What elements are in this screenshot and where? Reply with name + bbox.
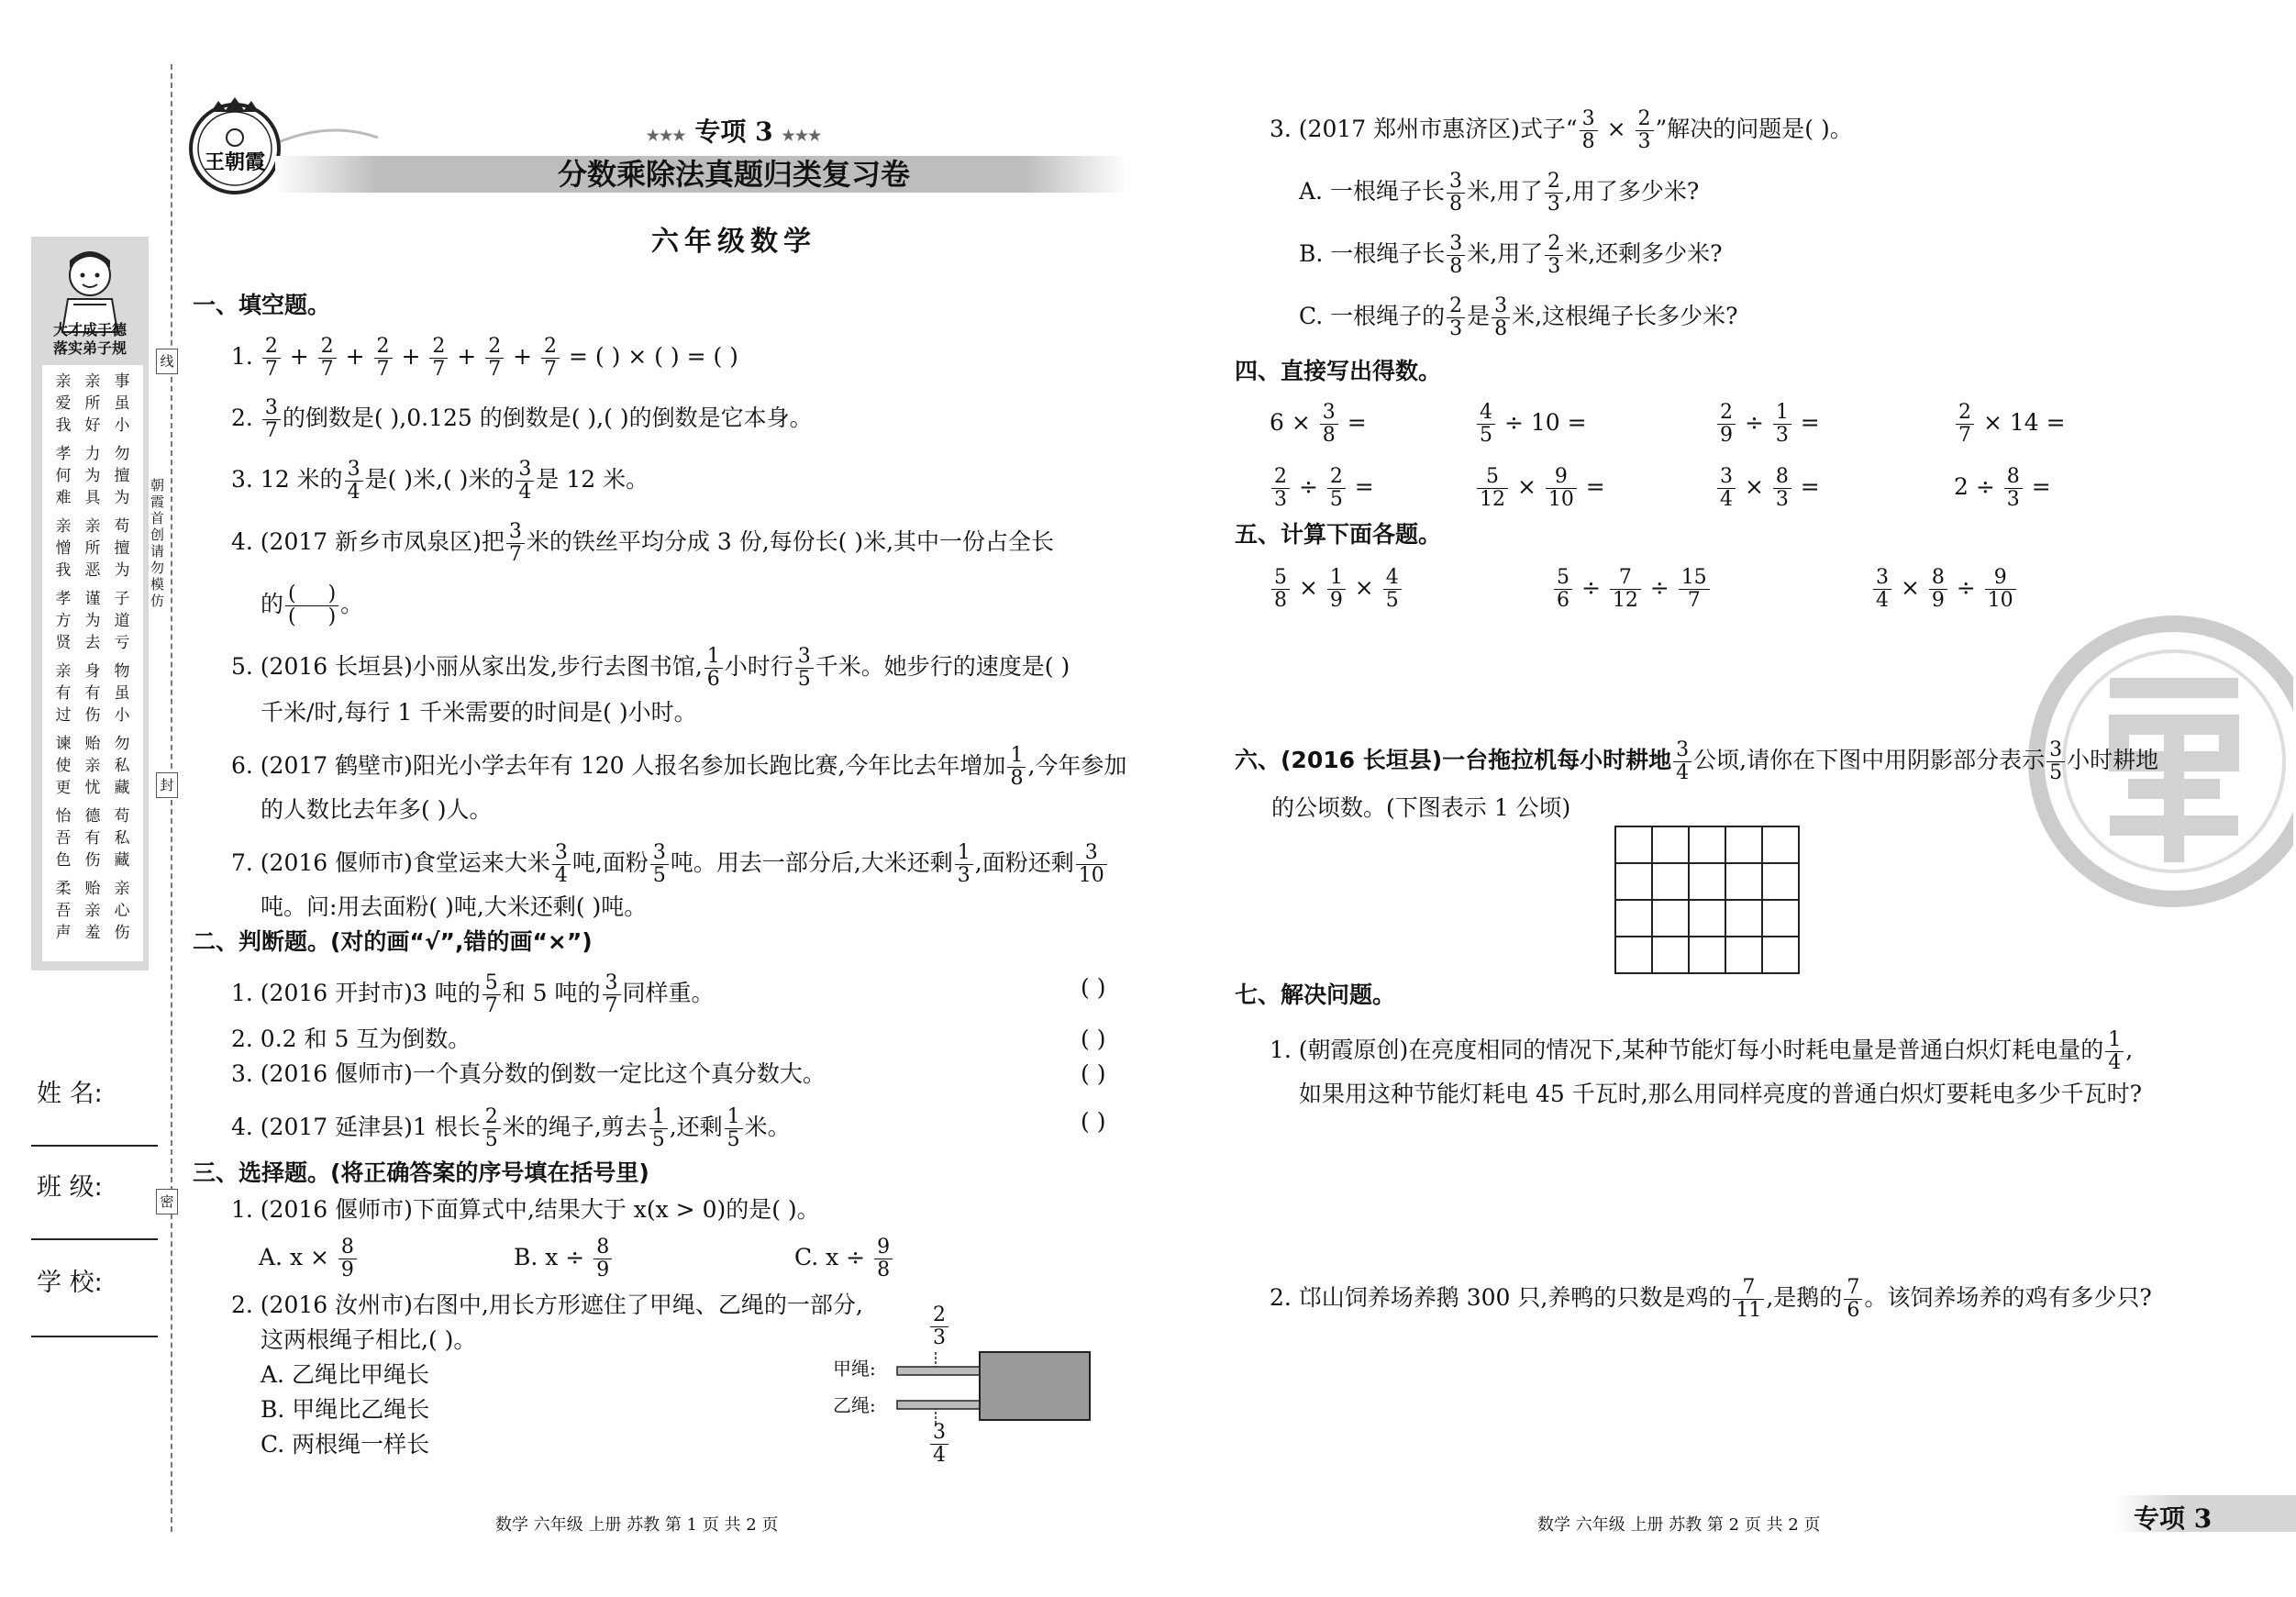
s4-item-5: $\frac{2}{3}$ ÷ $\frac{2}{5}$ = (1270, 466, 1374, 511)
rope-b-label: 乙绳: (833, 1394, 876, 1416)
footer-tab (2101, 1495, 2296, 1532)
s7-q1-a: 1. (朝霞原创)在亮度相同的情况下,某种节能灯每小时耗电量是普通白炽灯耗电量的 (1270, 1037, 2104, 1063)
poem-column: 柔吾声 (55, 880, 72, 942)
s7-q1-c: 如果用这种节能灯耗电 45 千瓦时,那么用同样亮度的普通白炽灯要耗电多少千瓦时? (1299, 1081, 2143, 1107)
seal-feng (156, 772, 178, 798)
s1-q5: 5. (2016 长垣县)小丽从家出发,步行去图书馆, $\frac{1}{6}$ 小时行 $\frac{3}{5}$ 千米。她步行的速度是( ) (231, 645, 1070, 691)
s2-q4-a: 4. (2017 延津县)1 根长 (231, 1114, 481, 1140)
s4-item-3: $\frac{2}{9}$ ÷ $\frac{1}{3}$ = (1715, 402, 1820, 447)
s1-q1: 1. $\frac{2}{7}$ + $\frac{2}{7}$ + $\frac{2}{7}$ + $\frac{2}{7}$ + $\frac{2}{7}$ + $\frac{2}{7}$ = ( ) × ( ) = ( ) (231, 335, 738, 381)
section-1-heading: 一、填空题。 (193, 292, 331, 318)
name-line[interactable] (31, 1145, 158, 1147)
s3-q3-a: 3. (2017 郑州市惠济区)式子“ (1270, 116, 1578, 142)
s1-q3-b: 是( )米,( )米的 (364, 466, 515, 493)
s6-line1: 六、(2016 长垣县)一台拖拉机每小时耕地 $\frac{3}{4}$ 公顷,请你在下图中用阴影部分表示 $\frac{3}{5}$ 小时耕地 (1235, 738, 2159, 784)
s3-q3-option-c: C. 一根绳子的 $\frac{2}{3}$ 是 $\frac{3}{8}$ 米,这根绳子长多少米? (1299, 294, 1738, 340)
poem-column: 贻亲忧 (84, 735, 101, 797)
footer-left: 数学 六年级 上册 苏教 第 1 页 共 2 页 (495, 1515, 779, 1535)
sidebar-panel (31, 237, 149, 970)
s2-q4-c: ,还剩 (669, 1114, 723, 1140)
seal-mi (156, 1189, 178, 1214)
s1-q5-a: 5. (2016 长垣县)小丽从家出发,步行去图书馆, (231, 653, 703, 680)
s2-q4-answer[interactable]: ( ) (1081, 1108, 1106, 1135)
footer-right: 数学 六年级 上册 苏教 第 2 页 共 2 页 (1537, 1515, 1821, 1535)
s3-q3: 3. (2017 郑州市惠济区)式子“ $\frac{3}{8}$ × $\frac{2}{3}$ ”解决的问题是( )。 (1270, 107, 1853, 153)
section-7-heading: 七、解决问题。 (1235, 981, 1396, 1008)
hectare-grid[interactable] (1614, 826, 1800, 974)
poem-column: 亲所好 (84, 372, 101, 435)
s2-q1-answer[interactable]: ( ) (1081, 974, 1106, 1001)
s2-q3: 3. (2016 偃师市)一个真分数的倒数一定比这个真分数大。 (231, 1060, 826, 1087)
s7-q1: 1. (朝霞原创)在亮度相同的情况下,某种节能灯每小时耗电量是普通白炽灯耗电量的 $\frac{1}{4}$ , (1270, 1028, 2134, 1074)
poem-column: 亲爱我 (55, 372, 72, 435)
s1-q7: 7. (2016 偃师市)食堂运来大米 $\frac{3}{4}$ 吨,面粉 $\frac{3}{5}$ 吨。用去一部分后,大米还剩 $\frac{1}{3}$ ,面粉还剩 $\frac{3}{10}$ (231, 842, 1109, 887)
s3-q3-c1: C. 一根绳子的 (1299, 303, 1446, 329)
poem-column: 事虽小 (114, 372, 130, 435)
s3-q1-option-b: B. x ÷ $\frac{8}{9}$ (514, 1237, 614, 1281)
seal-xian (156, 349, 178, 374)
s3-q1: 1. (2016 偃师市)下面算式中,结果大于 x(x > 0)的是( )。 (231, 1196, 820, 1223)
s5-item-2: $\frac{5}{6}$ ÷ $\frac{7}{12}$ ÷ $\frac{15}{7}$ (1552, 567, 1712, 612)
s6-d: 的公顷数。(下图表示 1 公顷) (1271, 794, 1571, 821)
s1-q4-line2: 的 $\frac{( )}{( )}$ 。 (261, 582, 364, 628)
poem-column: 子道亏 (114, 590, 130, 652)
s7-q2-c: 。该饲养场养的鸡有多少只? (1864, 1284, 2152, 1311)
s4-item-6: $\frac{5}{12}$ × $\frac{9}{10}$ = (1475, 466, 1605, 511)
poem-column: 勿擅为 (114, 445, 130, 507)
s7-q2-a: 2. 邙山饲养场养鹅 300 只,养鸭的只数是鸡的 (1270, 1284, 1732, 1311)
poem-column: 物虽小 (114, 662, 130, 725)
s1-q1-tail: = ( ) × ( ) = ( ) (568, 343, 738, 370)
s1-q3: 3. 12 米的 $\frac{3}{4}$ 是( )米,( )米的 $\frac{3}{4}$ 是 12 米。 (231, 458, 649, 504)
poem-column: 德有伤 (84, 807, 101, 870)
footer-tab-label: 专项 3 (2134, 1503, 2213, 1534)
school-line[interactable] (31, 1336, 158, 1337)
s2-q1-a: 1. (2016 开封市)3 吨的 (231, 980, 481, 1006)
class-label: 班 级: (37, 1173, 103, 1202)
poem-column: 谏使更 (55, 735, 72, 797)
sidebar-motto-2: 落实弟子规 (52, 339, 127, 357)
s1-q2-text: 的倒数是( ),0.125 的倒数是( ),( )的倒数是它本身。 (282, 405, 813, 431)
section-3-heading: 三、选择题。(将正确答案的序号填在括号里) (193, 1159, 649, 1186)
poem-column: 力为具 (84, 445, 101, 507)
series-label: ★★★ 专项 3 ★★★ (646, 116, 822, 147)
s2-q1-c: 同样重。 (622, 980, 715, 1006)
s1-q7-d: ,面粉还剩 (974, 849, 1074, 876)
s1-q6-a: 6. (2017 鹤壁市)阳光小学去年有 120 人报名参加长跑比赛,今年比去年增加 (231, 752, 1006, 779)
s6-b: 公顷,请你在下图中用阴影部分表示 (1693, 747, 2046, 773)
poem-column: 亲心伤 (114, 880, 130, 942)
rope-a-length: $\frac{2}{3}$ (928, 1304, 950, 1349)
section-4-heading: 四、直接写出得数。 (1235, 358, 1442, 384)
poem-column: 苟私藏 (114, 807, 130, 870)
s1-q7-b: 吨,面粉 (571, 849, 649, 876)
s6-c: 小时耕地 (2067, 747, 2159, 773)
sidebar-motto-1: 大才成于德 (52, 321, 127, 338)
s4-item-1: 6 × $\frac{3}{8}$ = (1270, 401, 1367, 447)
s1-q3-c: 是 12 米。 (536, 466, 649, 493)
s2-q1: 1. (2016 开封市)3 吨的 $\frac{5}{7}$ 和 5 吨的 $\frac{3}{7}$ 同样重。 (231, 971, 715, 1017)
s3-q1-b-label: B. x ÷ (514, 1244, 585, 1270)
s1-q4-c: 的 (261, 591, 284, 617)
s3-q3-b2: 米,用了 (1467, 240, 1544, 267)
s3-q3-b1: B. 一根绳子长 (1299, 240, 1446, 267)
s4-item-7: $\frac{3}{4}$ × $\frac{8}{3}$ = (1715, 466, 1820, 511)
poem-column: 怡吾色 (55, 807, 72, 870)
s1-q5-b: 小时行 (724, 653, 793, 680)
s1-q3-a: 3. 12 米的 (231, 466, 343, 493)
s3-q2-option-b: B. 甲绳比乙绳长 (261, 1396, 430, 1423)
s3-q3-option-b: B. 一根绳子长 $\frac{3}{8}$ 米,用了 $\frac{2}{3}$ 米,还剩多少米? (1299, 232, 1723, 278)
s3-q3-b3: 米,还剩多少米? (1565, 240, 1723, 267)
poem-column: 孝方贤 (55, 590, 72, 652)
s5-item-3: $\frac{3}{4}$ × $\frac{8}{9}$ ÷ $\frac{9}{10}$ (1871, 567, 2018, 612)
s3-q1-option-c: C. x ÷ $\frac{9}{8}$ (794, 1237, 894, 1281)
s1-q7-e: 吨。问:用去面粉( )吨,大米还剩( )吨。 (261, 893, 648, 920)
seal-mi-label: 密 (160, 1193, 174, 1210)
rope-diagram-svg (826, 1304, 1101, 1469)
s1-q4: 4. (2017 新乡市凤泉区)把 $\frac{3}{7}$ 米的铁丝平均分成 3 份,每份长( )米,其中一份占全长 (231, 520, 1055, 566)
rope-diagram (826, 1304, 1101, 1469)
rope-b-length: $\frac{3}{4}$ (928, 1422, 950, 1467)
s2-q4: 4. (2017 延津县)1 根长 $\frac{2}{5}$ 米的绳子,剪去 $\frac{1}{5}$ ,还剩 $\frac{1}{5}$ 米。 (231, 1105, 791, 1151)
poem-column: 亲憎我 (55, 517, 72, 580)
s2-q2-answer[interactable]: ( ) (1081, 1026, 1106, 1052)
s3-q2-option-a: A. 乙绳比甲绳长 (261, 1361, 429, 1388)
s7-q1-b: , (2125, 1037, 2134, 1063)
s3-q2-b: 这两根绳子相比,( )。 (261, 1326, 477, 1353)
s3-q1-option-a: A. x × $\frac{8}{9}$ (259, 1237, 359, 1281)
s3-q3-a1: A. 一根绳子长 (1299, 178, 1445, 205)
s4-item-8: 2 ÷ $\frac{8}{3}$ = (1954, 465, 2051, 511)
s2-q4-b: 米的绳子,剪去 (502, 1114, 648, 1140)
s7-q2: 2. 邙山饲养场养鹅 300 只,养鸭的只数是鸡的 $\frac{7}{11}$ ,是鹅的 $\frac{7}{6}$ 。该饲养场养的鸡有多少只? (1270, 1276, 2152, 1322)
s2-q1-b: 和 5 吨的 (502, 980, 601, 1006)
name-label: 姓 名: (37, 1080, 103, 1108)
s3-q2-option-c: C. 两根绳一样长 (261, 1431, 430, 1458)
poem-column: 苟擅为 (114, 517, 130, 580)
s1-q6-c: 的人数比去年多( )人。 (261, 796, 493, 823)
s3-q3-b: ”解决的问题是( )。 (1655, 116, 1853, 142)
poem-column: 勿私藏 (114, 735, 130, 797)
poem-column: 贻亲羞 (84, 880, 101, 942)
s7-q2-b: ,是鹅的 (1766, 1284, 1843, 1311)
s1-q7-a: 7. (2016 偃师市)食堂运来大米 (231, 849, 550, 876)
side-note: 朝霞首创 请勿模仿 (150, 477, 165, 609)
s1-q5-d: 千米/时,每行 1 千米需要的时间是( )小时。 (261, 699, 697, 726)
section-2-heading: 二、判断题。(对的画“√”,错的画“×”) (193, 928, 593, 955)
s2-q3-answer[interactable]: ( ) (1081, 1060, 1106, 1087)
seal-feng-label: 封 (160, 777, 174, 793)
svg-text:王朝霞: 王朝霞 (204, 150, 266, 174)
s3-q1-c-label: C. x ÷ (794, 1244, 866, 1270)
doc-title: 分数乘除法真题归类复习卷 (557, 157, 910, 192)
poem-column: 孝何难 (55, 445, 72, 507)
class-line[interactable] (31, 1238, 158, 1240)
s2-q2: 2. 0.2 和 5 互为倒数。 (231, 1026, 471, 1052)
s1-q4-a: 4. (2017 新乡市凤泉区)把 (231, 528, 505, 555)
rope-a-label: 甲绳: (833, 1358, 876, 1380)
doc-grade: 六年级数学 (651, 226, 816, 258)
poem-column: 谨为去 (84, 590, 101, 652)
seal-xian-label: 线 (160, 353, 174, 370)
s3-q3-c3: 米,这根绳子长多少米? (1512, 303, 1738, 329)
s3-q3-a2: 米,用了 (1466, 178, 1543, 205)
section-5-heading: 五、计算下面各题。 (1235, 521, 1442, 548)
s2-q4-d: 米。 (744, 1114, 791, 1140)
s3-q2-a: 2. (2016 汝州市)右图中,用长方形遮住了甲绳、乙绳的一部分, (231, 1292, 863, 1318)
s1-q7-c: 吨。用去一部分后,大米还剩 (670, 849, 953, 876)
poem-column: 亲所恶 (84, 517, 101, 580)
poem-column: 身有伤 (84, 662, 101, 725)
s3-q3-c2: 是 (1467, 303, 1491, 329)
school-label: 学 校: (37, 1269, 103, 1297)
poem-column: 亲有过 (55, 662, 72, 725)
s4-item-4: $\frac{2}{7}$ × 14 = (1954, 402, 2066, 447)
s3-q3-option-a: A. 一根绳子长 $\frac{3}{8}$ 米,用了 $\frac{2}{3}$ ,用了多少米? (1299, 170, 1700, 216)
s1-q5-c: 千米。她步行的速度是( ) (815, 653, 1070, 680)
fold-line (171, 64, 172, 1532)
s3-q1-a-label: A. x × (259, 1244, 329, 1270)
s1-q2: 2. $\frac{3}{7}$ 的倒数是( ),0.125 的倒数是( ),( )的倒数是它本身。 (231, 396, 813, 442)
s1-q6-b: ,今年参加 (1027, 752, 1127, 779)
s1-q4-b: 米的铁丝平均分成 3 份,每份长( )米,其中一份占全长 (526, 528, 1055, 555)
s1-q6: 6. (2017 鹤壁市)阳光小学去年有 120 人报名参加长跑比赛,今年比去年增加 $\frac{1}{8}$ ,今年参加 (231, 744, 1127, 790)
sidebar-poem (42, 365, 143, 961)
s1-q4-d: 。 (340, 591, 364, 617)
s3-q3-a3: ,用了多少米? (1564, 178, 1700, 205)
s6-a: 六、(2016 长垣县)一台拖拉机每小时耕地 (1235, 747, 1672, 773)
series-text: 专项 3 (694, 116, 773, 147)
s5-item-1: $\frac{5}{8}$ × $\frac{1}{9}$ × $\frac{4}{5}$ (1270, 567, 1403, 612)
s4-item-2: $\frac{4}{5}$ ÷ 10 = (1475, 402, 1587, 447)
